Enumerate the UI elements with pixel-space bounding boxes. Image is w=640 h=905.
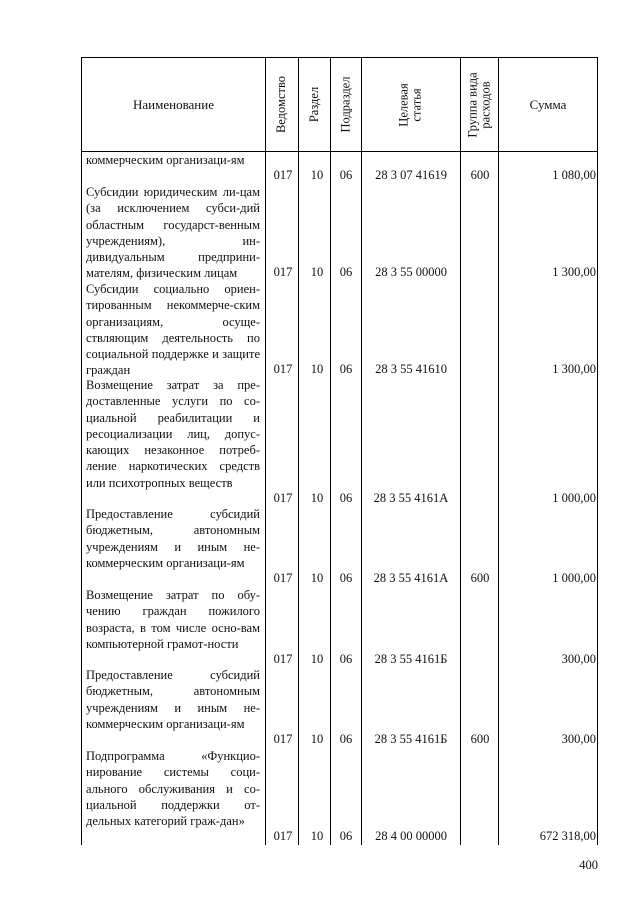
row-name: Предоставление субсидий бюджетным, автономным учреждениям и иным не-коммерческим организаци-ям	[86, 507, 260, 570]
header-vedomstvo: Ведомство	[274, 75, 289, 134]
header-summa: Сумма	[529, 96, 567, 112]
row-name: Субсидии социально ориен-тированным некоммерче-ским организациям, осуще-ствляющим деятельность по социальной поддержке и защите граждан	[86, 282, 260, 378]
row-razdel: 10	[310, 571, 324, 585]
row-razdel: 10	[310, 265, 324, 279]
row-gruppa: 600	[470, 732, 490, 746]
row-celevaya: 28 3 07 41619	[375, 168, 447, 182]
header-podrazdel: Подраздел	[338, 76, 353, 133]
row-vedomstvo: 017	[273, 732, 293, 746]
row-celevaya: 28 3 55 00000	[375, 265, 447, 279]
row-razdel: 10	[310, 829, 324, 843]
grid-line	[361, 152, 362, 845]
row-summa: 1 080,00	[552, 168, 596, 182]
header-celevaya: Целевая статья	[397, 82, 424, 127]
grid-line	[498, 152, 499, 845]
table-header	[81, 57, 598, 152]
row-celevaya: 28 4 00 00000	[375, 829, 447, 843]
row-name: коммерческим организаци-ям	[86, 153, 245, 167]
row-name: Субсидии юридическим ли-цам (за исключением субси-дий областным государст-венным учреждениям), ин-дивидуальным предприни-мателям, физическим лицам	[86, 185, 260, 281]
row-podrazdel: 06	[339, 732, 353, 746]
header-razdel: Раздел	[307, 86, 322, 123]
row-name: Возмещение затрат за пре-доставленные услуги по со-циальной реабилитации и ресоциализации лиц, допус-кающих незаконное потреб-ление наркотических средств или психотропных веществ	[86, 378, 260, 490]
header-name-cell	[82, 58, 266, 151]
row-podrazdel: 06	[339, 362, 353, 376]
row-gruppa: 600	[470, 168, 490, 182]
row-podrazdel: 06	[339, 265, 353, 279]
row-summa: 1 000,00	[552, 571, 596, 585]
row-podrazdel: 06	[339, 829, 353, 843]
row-razdel: 10	[310, 732, 324, 746]
row-vedomstvo: 017	[273, 265, 293, 279]
header-gruppa: Группа вида расходов	[465, 71, 493, 138]
grid-line	[81, 152, 82, 845]
grid-line	[298, 152, 299, 845]
header-gruppa-cell	[461, 58, 499, 151]
row-celevaya: 28 3 55 4161А	[373, 571, 449, 585]
row-vedomstvo: 017	[273, 571, 293, 585]
row-vedomstvo: 017	[273, 362, 293, 376]
row-podrazdel: 06	[339, 652, 353, 666]
header-razdel-cell	[299, 58, 331, 151]
row-vedomstvo: 017	[273, 491, 293, 505]
row-vedomstvo: 017	[273, 168, 293, 182]
row-vedomstvo: 017	[273, 829, 293, 843]
row-summa: 1 300,00	[552, 362, 596, 376]
row-gruppa: 600	[470, 571, 490, 585]
row-summa: 1 000,00	[552, 491, 596, 505]
row-name: Подпрограмма «Функцио-нирование системы соци-ального обслуживания и со-циальной поддержки от-дельных категорий граж-дан»	[86, 749, 260, 829]
row-summa: 300,00	[561, 732, 596, 746]
row-razdel: 10	[310, 362, 324, 376]
row-podrazdel: 06	[339, 571, 353, 585]
row-summa: 300,00	[561, 652, 596, 666]
row-razdel: 10	[310, 168, 324, 182]
grid-line	[460, 152, 461, 845]
grid-line	[265, 152, 266, 845]
row-razdel: 10	[310, 652, 324, 666]
row-celevaya: 28 3 55 41610	[375, 362, 447, 376]
header-podrazdel-cell	[331, 58, 362, 151]
row-name: Предоставление субсидий бюджетным, автономным учреждениям и иным не-коммерческим организаци-ям	[86, 668, 260, 731]
row-vedomstvo: 017	[273, 652, 293, 666]
header-celevaya-cell	[362, 58, 461, 151]
row-celevaya: 28 3 55 4161А	[373, 491, 449, 505]
page-number: 400	[579, 858, 598, 872]
header-summa-cell	[499, 58, 597, 151]
row-summa: 1 300,00	[552, 265, 596, 279]
header-vedomstvo-cell	[266, 58, 299, 151]
grid-line	[597, 152, 598, 845]
row-razdel: 10	[310, 491, 324, 505]
row-summa: 672 318,00	[539, 829, 596, 843]
row-podrazdel: 06	[339, 491, 353, 505]
row-celevaya: 28 3 55 4161Б	[374, 732, 448, 746]
row-celevaya: 28 3 55 4161Б	[374, 652, 448, 666]
header-name: Наименование	[133, 96, 214, 112]
row-podrazdel: 06	[339, 168, 353, 182]
row-name: Возмещение затрат по обу-чению граждан пожилого возраста, в том числе осно-вам компьютерной грамот-ности	[86, 588, 260, 651]
